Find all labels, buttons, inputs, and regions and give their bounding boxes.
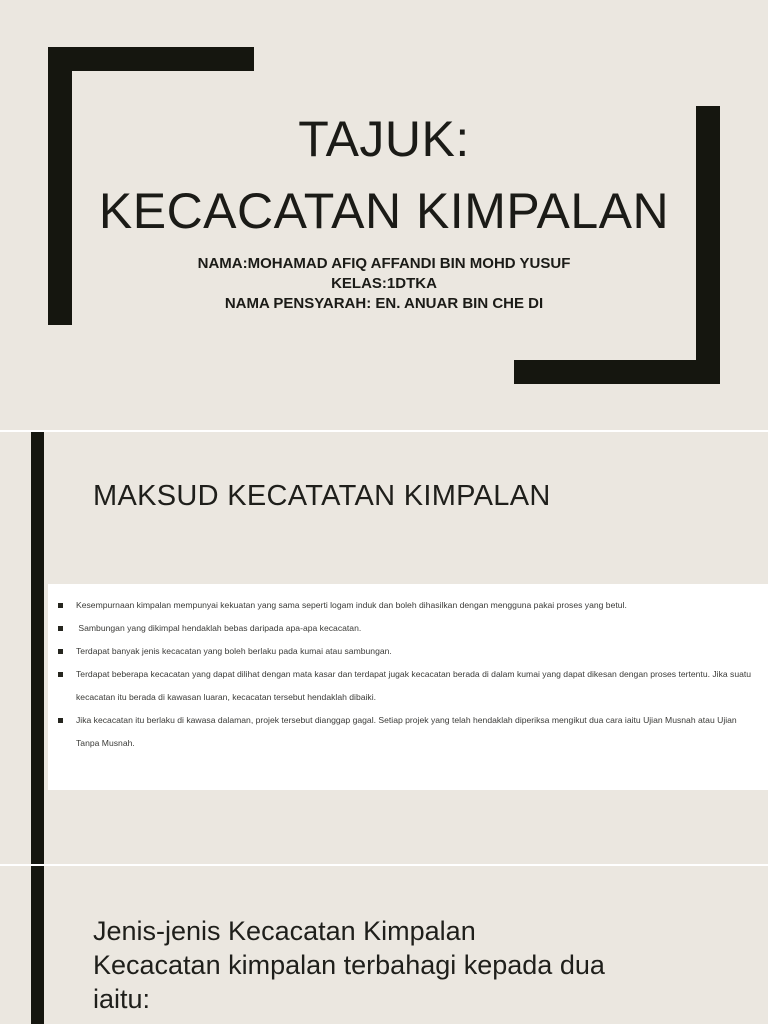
bullet-item — [58, 709, 758, 755]
bullet-list — [58, 594, 758, 755]
student-name: NAMA:MOHAMAD AFIQ AFFANDI BIN MOHD YUSUF — [197, 255, 571, 272]
lecturer-name: NAMA PENSYARAH: EN. ANUAR BIN CHE DI — [224, 295, 544, 312]
bullet-item — [58, 594, 758, 617]
text-line-2: Kecacatan kimpalan terbahagi kepada dua — [93, 950, 605, 980]
bullet-square-icon — [58, 649, 63, 654]
bullet-square-icon — [58, 672, 63, 677]
definition-slide — [0, 432, 768, 864]
slide-heading: MAKSUD KECATATAN KIMPALAN — [93, 480, 551, 512]
bullet-square-icon — [58, 718, 63, 723]
bullet-text: Jika kecacatan itu berlaku di kawasa dalaman, projek tersebut dianggap gagal. Setiap projek yang telah hendaklah diperiksa mengikut dua cara iaitu Ujian Musnah atau Ujian Tanpa Musnah. — [76, 715, 737, 748]
bottom-right-bracket-horizontal — [514, 360, 720, 384]
slide-title-line-1: TAJUK: — [298, 111, 470, 167]
bullet-text: Terdapat beberapa kecacatan yang dapat dilihat dengan mata kasar dan terdapat jugak kecacatan berada di dalam kumai yang dapat dikesan dengan proses tertentu. Jika suatu kecacatan itu berada di kawasan luaran, kecacatan tersebut hendaklah dibaiki. — [76, 669, 752, 702]
left-accent-bar — [31, 866, 44, 1024]
bullet-square-icon — [58, 603, 63, 608]
title-slide — [0, 0, 768, 430]
bullet-item — [58, 640, 758, 663]
class-label: KELAS:1DTKA — [331, 275, 437, 292]
left-accent-bar — [31, 432, 44, 864]
types-slide — [0, 866, 768, 1024]
text-line-1: Jenis-jenis Kecacatan Kimpalan — [93, 916, 476, 946]
bullet-text: Kesempurnaan kimpalan mempunyai kekuatan yang sama seperti logam induk dan boleh dihasilkan dengan mengguna pakai proses yang betul. — [76, 600, 627, 610]
bullet-item — [58, 663, 758, 709]
bullet-text: Terdapat banyak jenis kecacatan yang boleh berlaku pada kumai atau sambungan. — [76, 646, 392, 656]
bullet-square-icon — [58, 626, 63, 631]
top-left-bracket-horizontal — [48, 47, 254, 71]
text-line-3: iaitu: — [93, 984, 151, 1014]
bullet-item — [58, 617, 758, 640]
bullet-text: Sambungan yang dikimpal hendaklah bebas daripada apa-apa kecacatan. — [76, 623, 362, 633]
content-panel — [48, 584, 768, 790]
slide-title-line-2: KECACATAN KIMPALAN — [98, 183, 670, 239]
slide-body-text — [93, 914, 605, 1016]
